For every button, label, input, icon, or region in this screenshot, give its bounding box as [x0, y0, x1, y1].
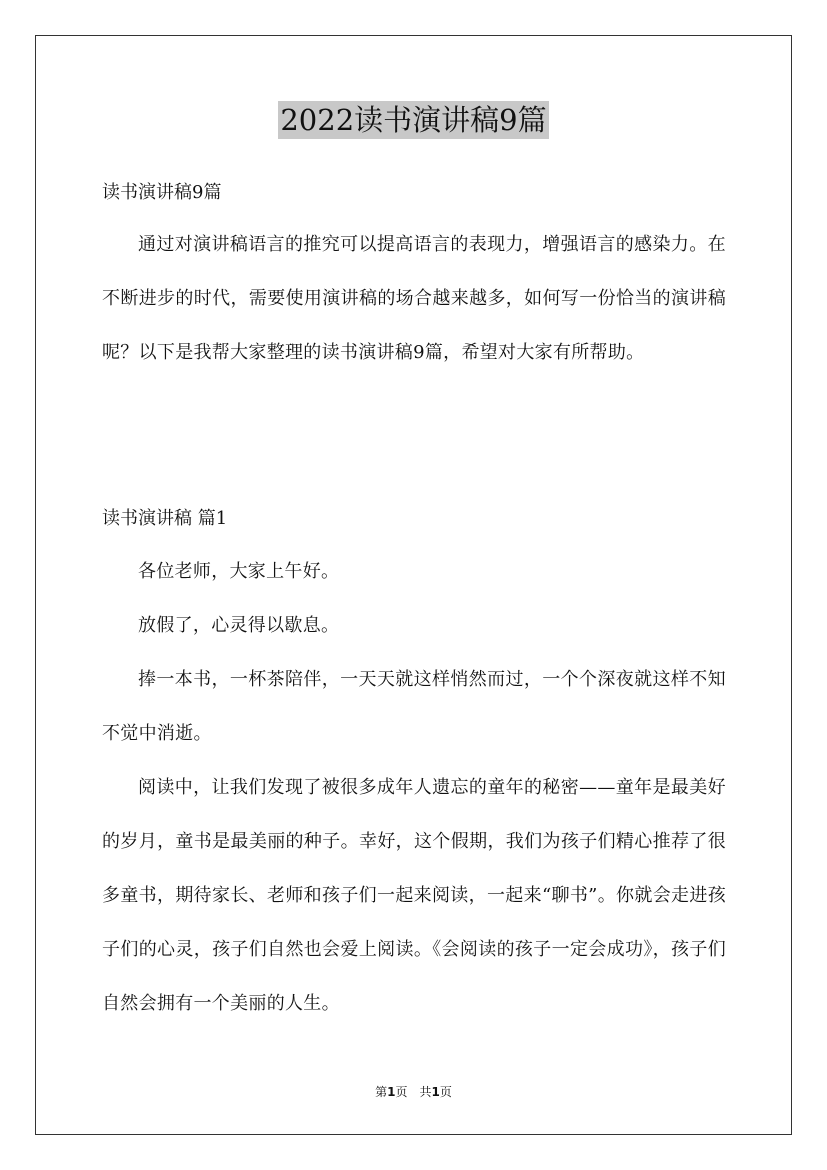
- body-paragraph: 各位老师，大家上午好。: [138, 561, 340, 582]
- document-title-text: 2022读书演讲稿9篇: [280, 103, 547, 137]
- body-paragraph: 阅读中，让我们发现了被很多成年人遗忘的童年的秘密——童年是最美好的岁月，童书是最美丽的种子。幸好，这个假期，我们为孩子们精心推荐了很多童书，期待家长、老师和孩子们一起来阅读，一起来“聊书”。你就会走进孩子们的心灵，孩子们自然也会爱上阅读。《会阅读的孩子一定会成功》，孩子们自然会拥有一个美丽的人生。: [102, 777, 726, 1014]
- footer-page-mid: 页 共: [395, 1085, 432, 1099]
- footer-page-prefix: 第: [375, 1085, 388, 1099]
- section-heading: 读书演讲稿 篇1: [102, 508, 228, 529]
- document-subtitle: 读书演讲稿9篇: [102, 182, 222, 203]
- intro-paragraph-block: [102, 218, 726, 380]
- section-body: [102, 545, 726, 1031]
- footer-page-number: 1: [387, 1085, 396, 1099]
- footer-page-total: 1: [431, 1085, 440, 1099]
- body-paragraph: 捧一本书，一杯茶陪伴，一天天就这样悄然而过，一个个深夜就这样不知不觉中消逝。: [102, 669, 726, 744]
- page-footer: [0, 1084, 827, 1100]
- body-paragraph: 放假了，心灵得以歇息。: [138, 615, 340, 636]
- footer-page-suffix: 页: [439, 1085, 452, 1099]
- intro-paragraph: 通过对演讲稿语言的推究可以提高语言的表现力，增强语言的感染力。在不断进步的时代，需要使用演讲稿的场合越来越多，如何写一份恰当的演讲稿呢？以下是我帮大家整理的读书演讲稿9篇，希望对大家有所帮助。: [102, 234, 726, 363]
- document-title: [0, 98, 827, 142]
